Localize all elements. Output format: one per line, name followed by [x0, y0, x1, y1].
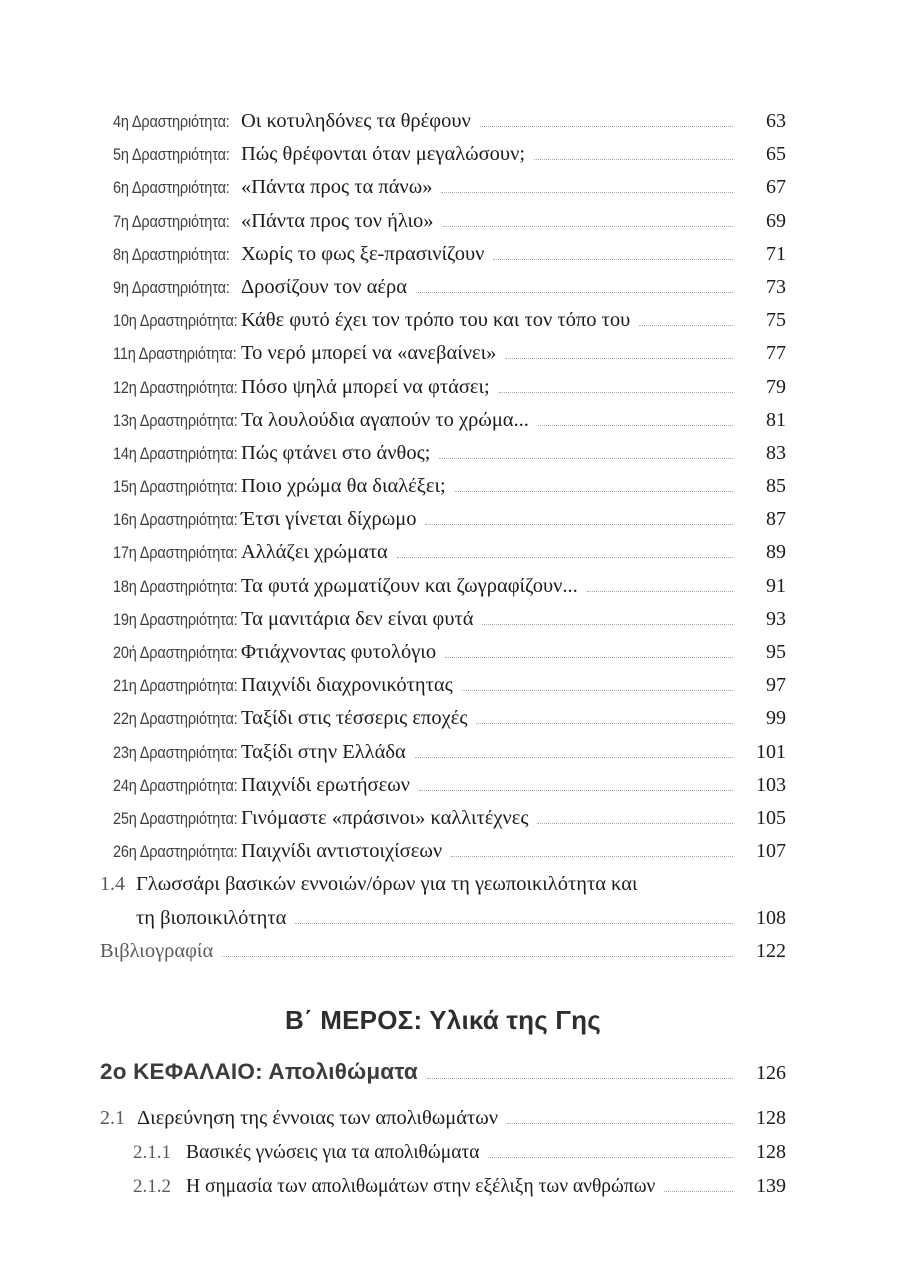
section-entry — [100, 1107, 786, 1141]
leader-dots — [415, 757, 733, 758]
leader-dots — [499, 392, 733, 393]
bibliography-entry — [100, 940, 786, 973]
leader-dots — [537, 823, 733, 824]
section-title-line2: τη βιοποικιλότητα — [136, 906, 287, 929]
leader-dots — [538, 425, 733, 426]
activity-label: 22η Δραστηριότητα: — [113, 710, 238, 729]
activity-label: 8η Δραστηριότητα: — [113, 245, 230, 264]
leader-dots — [397, 557, 733, 558]
page-number: 73 — [766, 275, 786, 298]
toc-activity-row — [113, 276, 786, 309]
page-number: 71 — [766, 242, 786, 265]
page-number: 108 — [756, 906, 786, 929]
page-number: 97 — [766, 674, 786, 697]
page-number: 128 — [756, 1106, 786, 1129]
page-number: 77 — [766, 342, 786, 365]
activity-title: Έτσι γίνεται δίχρωμο — [241, 508, 417, 531]
leader-dots — [443, 226, 733, 227]
page-number: 101 — [756, 740, 786, 763]
activity-title: Γινόμαστε «πράσινοι» καλλιτέχνες — [241, 806, 529, 829]
activity-title: Οι κοτυληδόνες τα θρέφουν — [241, 110, 471, 132]
activity-title: Ταξίδι στις τέσσερις εποχές — [241, 707, 468, 730]
toc-activity-row — [113, 176, 786, 209]
activity-label: 20ή Δραστηριότητα: — [113, 644, 238, 662]
toc-activity-row — [113, 674, 786, 707]
activity-title: Ταξίδι στην Ελλάδα — [241, 740, 406, 763]
activity-title: Αλλάζει χρώματα — [241, 541, 388, 564]
part-heading: Β΄ ΜΕΡΟΣ: Υλικά της Γης — [285, 1004, 601, 1035]
activity-title: Παιχνίδι ερωτήσεων — [241, 773, 410, 796]
leader-dots — [534, 159, 733, 160]
toc-activity-row — [113, 707, 786, 740]
toc-activity-row — [113, 608, 786, 641]
activity-title: «Πάντα προς τα πάνω» — [241, 176, 433, 199]
section-title: Διερεύνηση της έννοιας των απολιθωμάτων — [137, 1106, 498, 1129]
activity-title: Ποιο χρώμα θα διαλέξει; — [241, 475, 446, 498]
leader-dots — [439, 458, 733, 459]
activity-label: 23η Δραστηριότητα: — [113, 743, 238, 762]
section-title: Γλωσσάρι βασικών εννοιών/όρων για τη γεωποικιλότητα και — [136, 873, 638, 896]
activity-title: Το νερό μπορεί να «ανεβαίνει» — [241, 342, 497, 365]
page-number: 103 — [756, 773, 786, 796]
activity-label: 13η Δραστηριότητα: — [113, 411, 238, 430]
leader-dots — [455, 491, 733, 492]
section-number: 2.1.1 — [133, 1141, 171, 1163]
activity-label: 4η Δραστηριότητα: — [113, 113, 230, 131]
page-number: 75 — [766, 309, 786, 332]
leader-dots — [507, 1123, 733, 1124]
page-number: 69 — [766, 209, 786, 232]
activity-title: Πώς φτάνει στο άνθος; — [241, 441, 431, 464]
page-number: 79 — [766, 375, 786, 398]
page-number: 122 — [756, 939, 786, 962]
activity-label: 7η Δραστηριότητα: — [113, 212, 230, 231]
toc-activity-row — [113, 143, 786, 176]
section-entry — [100, 1175, 786, 1209]
leader-dots — [441, 192, 733, 193]
toc-activity-row — [113, 309, 786, 342]
toc-activity-row — [113, 210, 786, 243]
activities-list — [113, 110, 786, 873]
activity-label: 10η Δραστηριότητα: — [113, 312, 238, 331]
toc-activity-row — [113, 741, 786, 774]
leader-dots — [427, 1078, 733, 1079]
activity-title: Τα μανιτάρια δεν είναι φυτά — [241, 607, 474, 630]
toc-activity-row — [113, 575, 786, 608]
activity-title: Τα φυτά χρωματίζουν και ζωγραφίζουν... — [241, 574, 578, 597]
activity-title: Τα λουλούδια αγαπούν το χρώμα... — [241, 408, 529, 431]
activity-title: Πώς θρέφονται όταν μεγαλώσουν; — [241, 143, 526, 166]
sections-list — [100, 1107, 786, 1209]
page-number: 81 — [766, 408, 786, 431]
page-number: 85 — [766, 475, 786, 498]
leader-dots — [493, 259, 733, 260]
toc-activity-row — [113, 409, 786, 442]
page-number: 87 — [766, 508, 786, 531]
toc-activity-row — [113, 641, 786, 674]
chapter-title: 2ο ΚΕΦΑΛΑΙΟ: Απολιθώματα — [100, 1058, 418, 1084]
toc-activity-row — [113, 376, 786, 409]
activity-label: 19η Δραστηριότητα: — [113, 610, 238, 629]
activity-label: 12η Δραστηριότητα: — [113, 378, 238, 397]
activity-title: Φτιάχνοντας φυτολόγιο — [241, 641, 437, 663]
leader-dots — [505, 358, 733, 359]
activity-title: Δροσίζουν τον αέρα — [241, 275, 407, 298]
activity-title: Χωρίς το φως ξε-πρασινίζουν — [241, 242, 485, 265]
page-number: 126 — [756, 1061, 786, 1084]
section-number: 2.1.2 — [133, 1175, 171, 1197]
page-number: 91 — [766, 574, 786, 597]
activity-label: 18η Δραστηριότητα: — [113, 577, 238, 596]
page-number: 83 — [766, 441, 786, 464]
section-entry — [100, 1141, 786, 1175]
leader-dots — [480, 126, 733, 127]
page-number: 93 — [766, 607, 786, 630]
leader-dots — [488, 1157, 733, 1158]
page-number: 139 — [756, 1174, 786, 1197]
activity-label: 17η Δραστηριότητα: — [113, 544, 238, 563]
leader-dots — [416, 292, 733, 293]
leader-dots — [419, 790, 733, 791]
section-title: Η σημασία των απολιθωμάτων στην εξέλιξη των ανθρώπων — [186, 1175, 656, 1197]
toc-activity-row — [113, 342, 786, 375]
activity-label: 25η Δραστηριότητα: — [113, 809, 238, 828]
activity-title: Παιχνίδι αντιστοιχίσεων — [241, 840, 443, 863]
toc-activity-row — [113, 442, 786, 475]
toc-activity-row — [113, 508, 786, 541]
activity-label: 21η Δραστηριότητα: — [113, 677, 238, 696]
activity-label: 11η Δραστηριότητα: — [113, 345, 237, 364]
page-number: 89 — [766, 541, 786, 564]
section-number: 1.4 — [100, 873, 125, 896]
activity-label: 15η Δραστηριότητα: — [113, 478, 238, 497]
activity-label: 5η Δραστηριότητα: — [113, 146, 230, 165]
toc-activity-row — [113, 110, 786, 143]
toc-activity-row — [113, 807, 786, 840]
activity-label: 26η Δραστηριότητα: — [113, 843, 238, 862]
section-number: 2.1 — [100, 1106, 125, 1129]
leader-dots — [482, 624, 733, 625]
activity-title: «Πάντα προς τον ήλιο» — [241, 209, 434, 232]
activity-title: Κάθε φυτό έχει τον τρόπο του και τον τόπο του — [241, 309, 631, 332]
toc-activity-row — [113, 774, 786, 807]
section-title: Βασικές γνώσεις για τα απολιθώματα — [186, 1141, 480, 1163]
leader-dots — [476, 723, 733, 724]
leader-dots — [587, 591, 733, 592]
activity-label: 6η Δραστηριότητα: — [113, 179, 230, 198]
leader-dots — [664, 1191, 733, 1192]
toc-activity-row — [113, 541, 786, 574]
page-number: 107 — [756, 840, 786, 863]
page-number: 99 — [766, 707, 786, 730]
toc-activity-row — [113, 475, 786, 508]
leader-dots — [425, 524, 733, 525]
leader-dots — [462, 690, 733, 691]
leader-dots — [445, 657, 733, 658]
leader-dots — [639, 325, 733, 326]
toc-activity-row — [113, 840, 786, 873]
activity-label: 14η Δραστηριότητα: — [113, 444, 238, 463]
page-number: 105 — [756, 806, 786, 829]
leader-dots — [222, 956, 733, 957]
chapter-entry — [100, 1059, 786, 1095]
toc-activity-row — [113, 243, 786, 276]
bibliography-title: Βιβλιογραφία — [100, 939, 214, 962]
page-number: 95 — [766, 641, 786, 663]
leader-dots — [451, 856, 733, 857]
activity-label: 9η Δραστηριότητα: — [113, 278, 230, 297]
activity-label: 16η Δραστηριότητα: — [113, 511, 238, 530]
glossary-entry — [100, 873, 786, 939]
activity-title: Πόσο ψηλά μπορεί να φτάσει; — [241, 375, 490, 398]
leader-dots — [295, 923, 733, 924]
page-number: 63 — [766, 110, 786, 132]
page-number: 128 — [756, 1140, 786, 1163]
activity-title: Παιχνίδι διαχρονικότητας — [241, 674, 453, 697]
page-number: 65 — [766, 143, 786, 166]
activity-label: 24η Δραστηριότητα: — [113, 776, 238, 795]
page-number: 67 — [766, 176, 786, 199]
